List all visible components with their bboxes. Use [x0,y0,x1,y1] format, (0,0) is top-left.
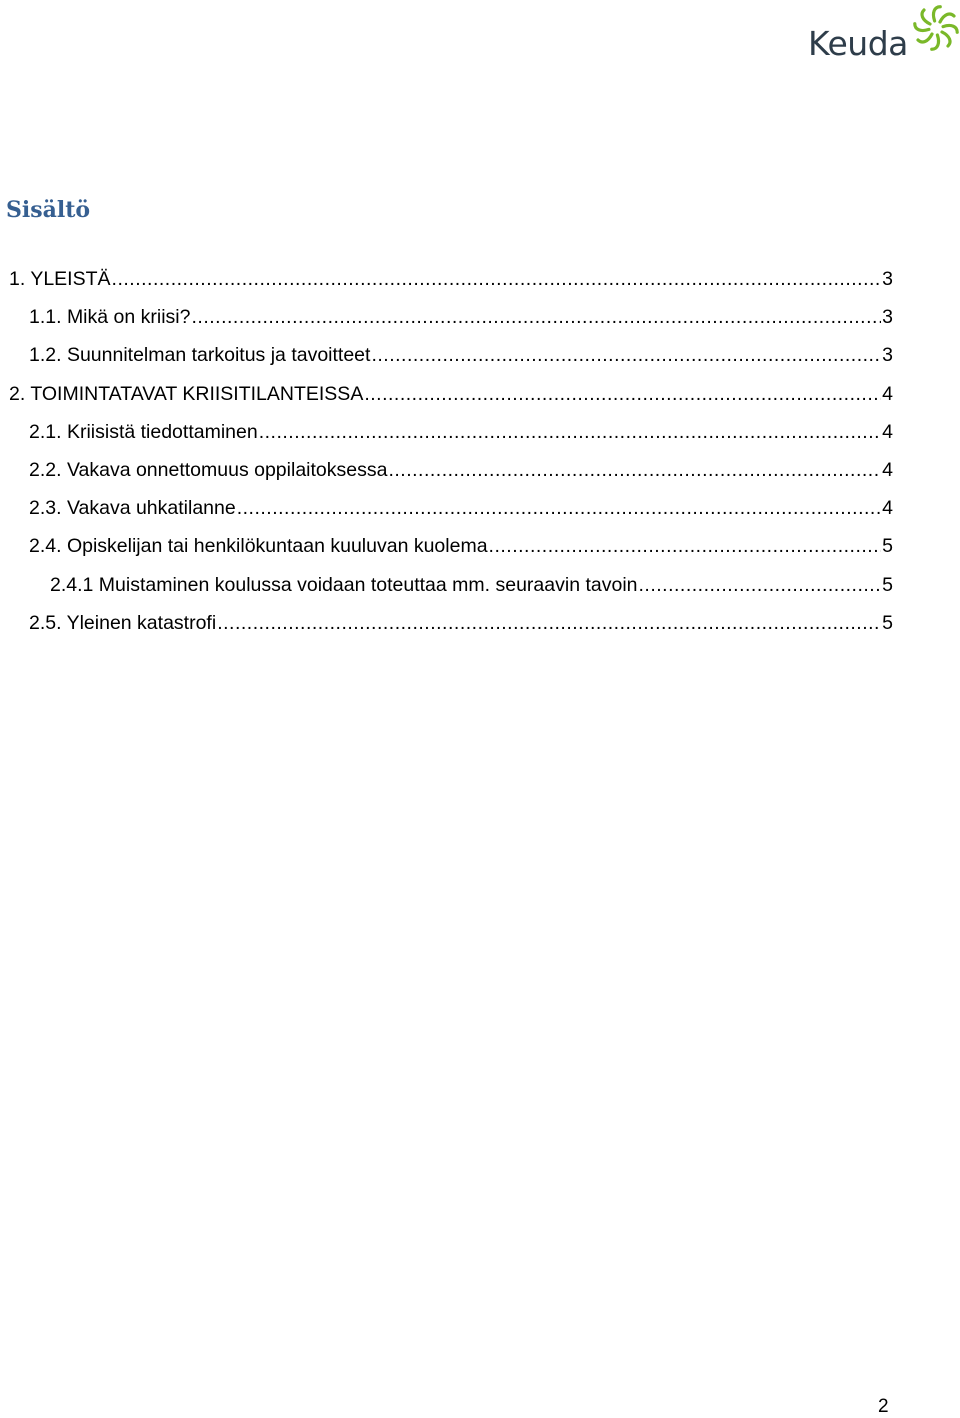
toc-dot-leader [112,260,882,298]
toc-entry-title[interactable]: 2.3. Vakava uhkatilanne [29,497,236,520]
toc-dot-leader [489,527,882,565]
toc-entry-page[interactable]: 3 [882,306,893,329]
toc-entry-page[interactable]: 3 [882,344,893,367]
toc-dot-leader [364,375,881,413]
toc-entry[interactable] [0,375,893,413]
keuda-logo [808,4,958,64]
toc-dot-leader [259,413,881,451]
toc-entry-title[interactable]: 2. TOIMINTATAVAT KRIISITILANTEISSA [9,382,364,405]
toc-entry[interactable] [0,260,893,298]
toc-entry-title[interactable]: 2.2. Vakava onnettomuus oppilaitoksessa [29,458,388,481]
toc-entry[interactable] [0,298,893,336]
table-of-contents [0,260,893,642]
toc-entry-page[interactable]: 5 [882,611,893,634]
logo-text: Keuda [808,24,908,63]
toc-entry-title[interactable]: 2.1. Kriisistä tiedottaminen [29,420,258,443]
toc-entry-page[interactable]: 4 [882,420,893,443]
toc-entry[interactable] [0,527,893,565]
toc-entry[interactable] [0,489,893,527]
toc-entry-title[interactable]: 1. YLEISTÄ [9,268,111,290]
toc-entry-title[interactable]: 1.2. Suunnitelman tarkoitus ja tavoitteet [29,344,371,367]
toc-entry[interactable] [0,336,893,374]
toc-dot-leader [371,336,881,374]
toc-entry-page[interactable]: 3 [882,268,893,290]
toc-entry[interactable] [0,566,893,604]
toc-dot-leader [388,451,881,489]
toc-entry-page[interactable]: 5 [882,573,893,596]
toc-entry[interactable] [0,413,893,451]
toc-entry-title[interactable]: 2.5. Yleinen katastrofi [29,611,217,634]
page-number: 2 [878,1396,889,1417]
toc-heading: Sisältö [6,197,91,223]
toc-dot-leader [217,604,881,642]
toc-entry-page[interactable]: 4 [882,497,893,520]
pinwheel-icon [912,4,960,52]
toc-entry[interactable] [0,604,893,642]
toc-entry-title[interactable]: 1.1. Mikä on kriisi? [29,306,191,329]
toc-entry[interactable] [0,451,893,489]
toc-dot-leader [191,298,881,336]
toc-dot-leader [237,489,881,527]
toc-entry-title[interactable]: 2.4. Opiskelijan tai henkilökuntaan kuuluvan kuolema [29,535,488,558]
toc-entry-page[interactable]: 4 [882,458,893,481]
toc-dot-leader [639,566,882,604]
toc-entry-page[interactable]: 5 [882,535,893,558]
toc-entry-title[interactable]: 2.4.1 Muistaminen koulussa voidaan toteuttaa mm. seuraavin tavoin [50,573,638,596]
toc-entry-page[interactable]: 4 [882,382,893,405]
